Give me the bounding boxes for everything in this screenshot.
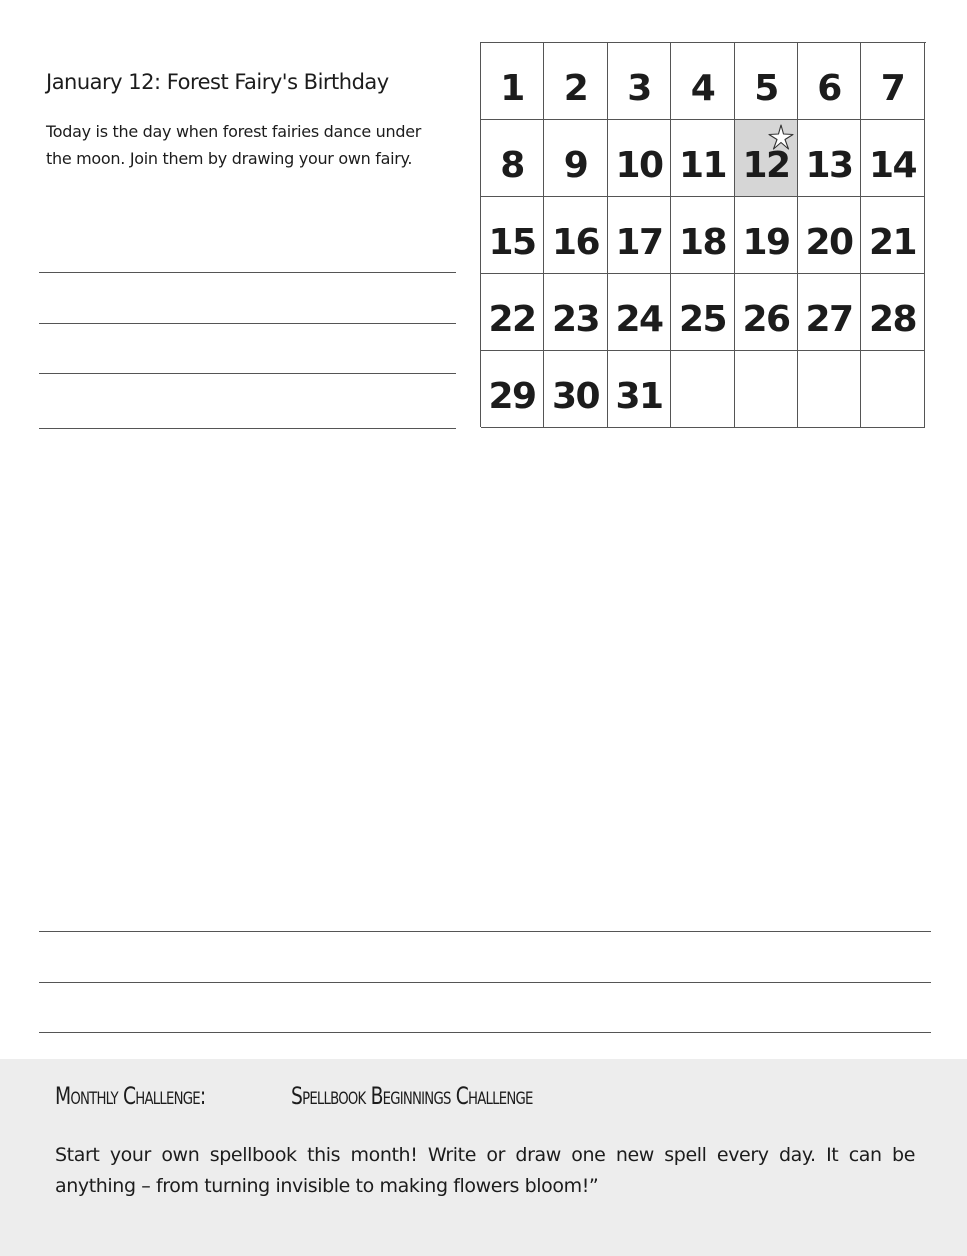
day-number: 28 xyxy=(868,298,917,340)
day-number: 31 xyxy=(615,375,663,417)
calendar-day-22 xyxy=(481,274,544,351)
day-number: 2 xyxy=(563,67,588,109)
calendar-day-18 xyxy=(671,197,735,274)
calendar-day-13 xyxy=(798,120,861,197)
writing-line xyxy=(39,272,456,273)
writing-line xyxy=(39,1032,931,1033)
day-number: 27 xyxy=(805,298,853,340)
day-number: 20 xyxy=(805,221,853,263)
calendar-day-10 xyxy=(608,120,671,197)
day-number: 30 xyxy=(551,375,600,417)
calendar-day-29 xyxy=(481,351,544,428)
calendar-day-23 xyxy=(544,274,608,351)
calendar-day-14 xyxy=(861,120,925,197)
calendar-day-24 xyxy=(608,274,671,351)
calendar-day-20 xyxy=(798,197,861,274)
challenge-text: Start your own spellbook this month! Write or draw one new spell every day. It can be anything – from turning invisible to making flowers bloom!” xyxy=(55,1144,915,1197)
day-number: 17 xyxy=(615,221,663,263)
calendar-day-12-highlighted xyxy=(735,120,798,197)
day-number: 18 xyxy=(678,221,727,263)
calendar-empty-cell xyxy=(735,351,798,428)
day-number: 25 xyxy=(678,298,727,340)
calendar-day-8 xyxy=(481,120,544,197)
day-number: 9 xyxy=(563,144,588,186)
entry-description: Today is the day when forest fairies dance under the moon. Join them by drawing your own fairy. xyxy=(46,122,422,168)
day-number: 4 xyxy=(690,67,715,109)
calendar-day-16 xyxy=(544,197,608,274)
entry-title: January 12: Forest Fairy's Birthday xyxy=(46,70,389,94)
day-number: 15 xyxy=(488,221,536,263)
day-number: 16 xyxy=(551,221,600,263)
calendar-day-30 xyxy=(544,351,608,428)
writing-line xyxy=(39,428,456,429)
day-number: 26 xyxy=(742,298,790,340)
calendar-day-1 xyxy=(481,43,544,120)
day-number: 5 xyxy=(754,67,778,109)
day-number: 8 xyxy=(500,144,524,186)
day-number: 11 xyxy=(678,144,727,186)
calendar-day-27 xyxy=(798,274,861,351)
calendar-day-9 xyxy=(544,120,608,197)
challenge-name: Spellbook Beginnings Challenge xyxy=(291,1082,533,1110)
challenge-heading: Monthly Challenge: xyxy=(55,1082,206,1110)
day-number: 7 xyxy=(880,67,905,109)
writing-line xyxy=(39,931,931,932)
month-calendar-grid xyxy=(480,42,926,427)
calendar-day-28 xyxy=(861,274,925,351)
calendar-empty-cell xyxy=(798,351,861,428)
calendar-empty-cell xyxy=(671,351,735,428)
calendar-day-2 xyxy=(544,43,608,120)
day-number: 23 xyxy=(551,298,600,340)
star-icon xyxy=(767,123,795,151)
calendar-day-4 xyxy=(671,43,735,120)
day-number: 21 xyxy=(868,221,917,263)
writing-line xyxy=(39,323,456,324)
calendar-day-7 xyxy=(861,43,925,120)
calendar-day-3 xyxy=(608,43,671,120)
calendar-day-6 xyxy=(798,43,861,120)
calendar-day-26 xyxy=(735,274,798,351)
calendar-day-17 xyxy=(608,197,671,274)
calendar-day-31 xyxy=(608,351,671,428)
day-number: 6 xyxy=(817,67,841,109)
calendar-day-15 xyxy=(481,197,544,274)
day-number: 13 xyxy=(805,144,853,186)
day-number: 24 xyxy=(615,298,663,340)
day-number: 3 xyxy=(627,67,651,109)
day-number: 1 xyxy=(500,67,524,109)
calendar-day-5 xyxy=(735,43,798,120)
writing-line xyxy=(39,982,931,983)
calendar-empty-cell xyxy=(861,351,925,428)
day-number: 29 xyxy=(488,375,536,417)
calendar-day-25 xyxy=(671,274,735,351)
day-number: 14 xyxy=(868,144,917,186)
calendar-day-21 xyxy=(861,197,925,274)
day-number: 19 xyxy=(742,221,790,263)
calendar-day-19 xyxy=(735,197,798,274)
day-number: 12 xyxy=(742,144,790,186)
calendar-day-11 xyxy=(671,120,735,197)
writing-line xyxy=(39,373,456,374)
day-number: 22 xyxy=(488,298,536,340)
day-number: 10 xyxy=(615,144,663,186)
